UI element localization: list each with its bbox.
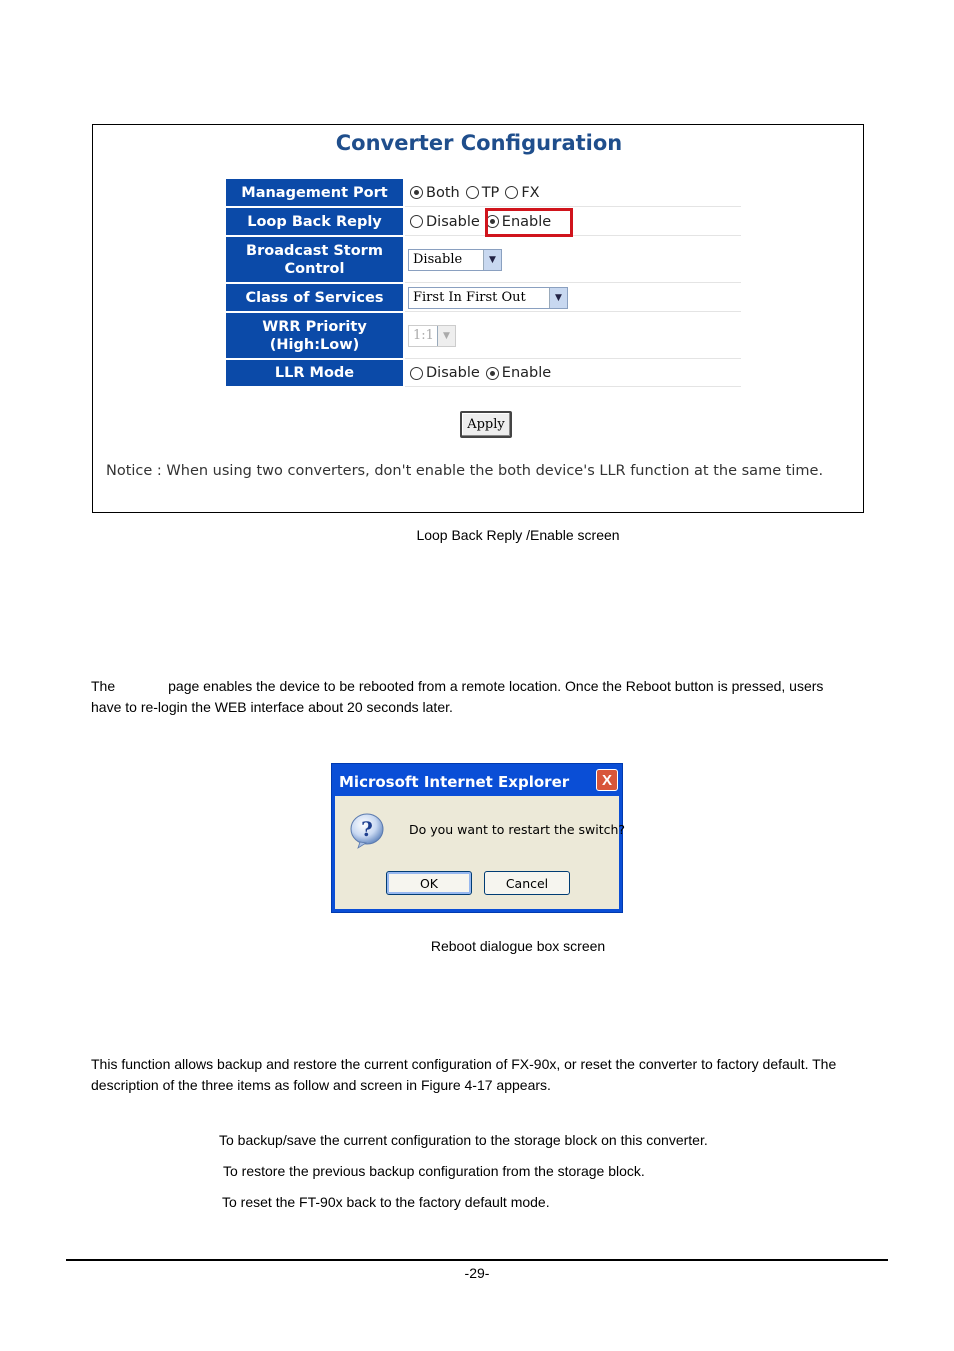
close-button[interactable] xyxy=(596,769,618,791)
backup-paragraph-line1: This function allows backup and restore the current configuration of FX-90x, or reset the converter to factory default. The xyxy=(91,1056,837,1072)
wrr-priority-select[interactable]: 1:1 ▼ xyxy=(408,325,456,347)
close-icon: X xyxy=(601,771,612,789)
radio-llr-disable[interactable]: Disable xyxy=(405,365,480,381)
radio-llr-enable[interactable]: Enable xyxy=(481,365,551,381)
item-reset: To reset the FT-90x back to the factory default mode. xyxy=(222,1194,550,1210)
highlight-box xyxy=(485,208,573,237)
caption-reboot: Reboot dialogue box screen xyxy=(430,938,606,954)
item-backup: To backup/save the current configuration to the storage block on this converter. xyxy=(219,1132,708,1148)
label-llr-mode: LLR Mode xyxy=(226,360,403,386)
apply-button[interactable]: Apply xyxy=(460,411,512,438)
backup-paragraph-line2: description of the three items as follow and screen in Figure 4-17 appears. xyxy=(91,1077,551,1093)
label-loop-back-reply: Loop Back Reply xyxy=(226,208,403,235)
radio-both[interactable]: Both xyxy=(405,185,460,201)
chevron-down-icon: ▼ xyxy=(549,288,567,308)
radio-icon xyxy=(505,186,518,199)
radio-selected-icon xyxy=(486,367,499,380)
broadcast-storm-select[interactable]: Disable ▼ xyxy=(408,249,502,271)
radio-icon xyxy=(466,186,479,199)
loop-back-reply-options xyxy=(405,208,741,236)
footer-rule xyxy=(66,1259,888,1261)
radio-selected-icon xyxy=(410,186,423,199)
radio-fx[interactable]: FX xyxy=(500,185,539,201)
broadcast-storm-value xyxy=(405,237,741,283)
dialog-title: Microsoft Internet Explorer xyxy=(339,773,570,791)
management-port-options xyxy=(405,179,741,207)
class-of-services-select[interactable]: First In First Out ▼ xyxy=(408,287,568,309)
svg-text:?: ? xyxy=(361,817,373,841)
reboot-paragraph-rest: page enables the device to be rebooted from a remote location. Once the Reboot button is pressed, users xyxy=(168,678,824,694)
reboot-paragraph-line2: have to re-login the WEB interface about 20 seconds later. xyxy=(91,699,453,715)
dialog-body xyxy=(335,796,626,909)
notice-text: Notice : When using two converters, don't enable the both device's LLR function at the same time. xyxy=(106,463,824,479)
label-class-of-services: Class of Services xyxy=(226,284,403,311)
label-management-port: Management Port xyxy=(226,179,403,206)
restart-dialog xyxy=(331,763,626,913)
label-broadcast-storm-control: Broadcast Storm Control xyxy=(226,237,403,282)
chevron-down-icon: ▼ xyxy=(483,250,501,270)
label-wrr-priority: WRR Priority (High:Low) xyxy=(226,313,403,358)
radio-icon xyxy=(410,215,423,228)
converter-configuration-screenshot xyxy=(92,124,864,513)
config-title: Converter Configuration xyxy=(335,131,623,155)
ok-button[interactable]: OK xyxy=(386,871,472,895)
cancel-button[interactable]: Cancel xyxy=(484,871,570,895)
question-icon xyxy=(350,813,386,849)
radio-loopback-enable[interactable]: Enable xyxy=(481,214,551,230)
reboot-paragraph xyxy=(91,676,891,718)
item-restore: To restore the previous backup configuration from the storage block. xyxy=(223,1163,645,1179)
page-number: -29- xyxy=(464,1265,490,1281)
class-of-services-value xyxy=(405,284,741,312)
radio-icon xyxy=(410,367,423,380)
radio-loopback-disable[interactable]: Disable xyxy=(405,214,480,230)
llr-mode-options xyxy=(405,360,741,387)
caption-loop-back: Loop Back Reply /Enable screen xyxy=(416,527,620,543)
backup-paragraph xyxy=(91,1054,891,1096)
reboot-paragraph-lead: The xyxy=(91,678,116,694)
chevron-down-icon: ▼ xyxy=(437,326,455,346)
dialog-message: Do you want to restart the switch? xyxy=(409,822,626,837)
radio-tp[interactable]: TP xyxy=(461,185,500,201)
wrr-priority-value xyxy=(405,313,741,359)
